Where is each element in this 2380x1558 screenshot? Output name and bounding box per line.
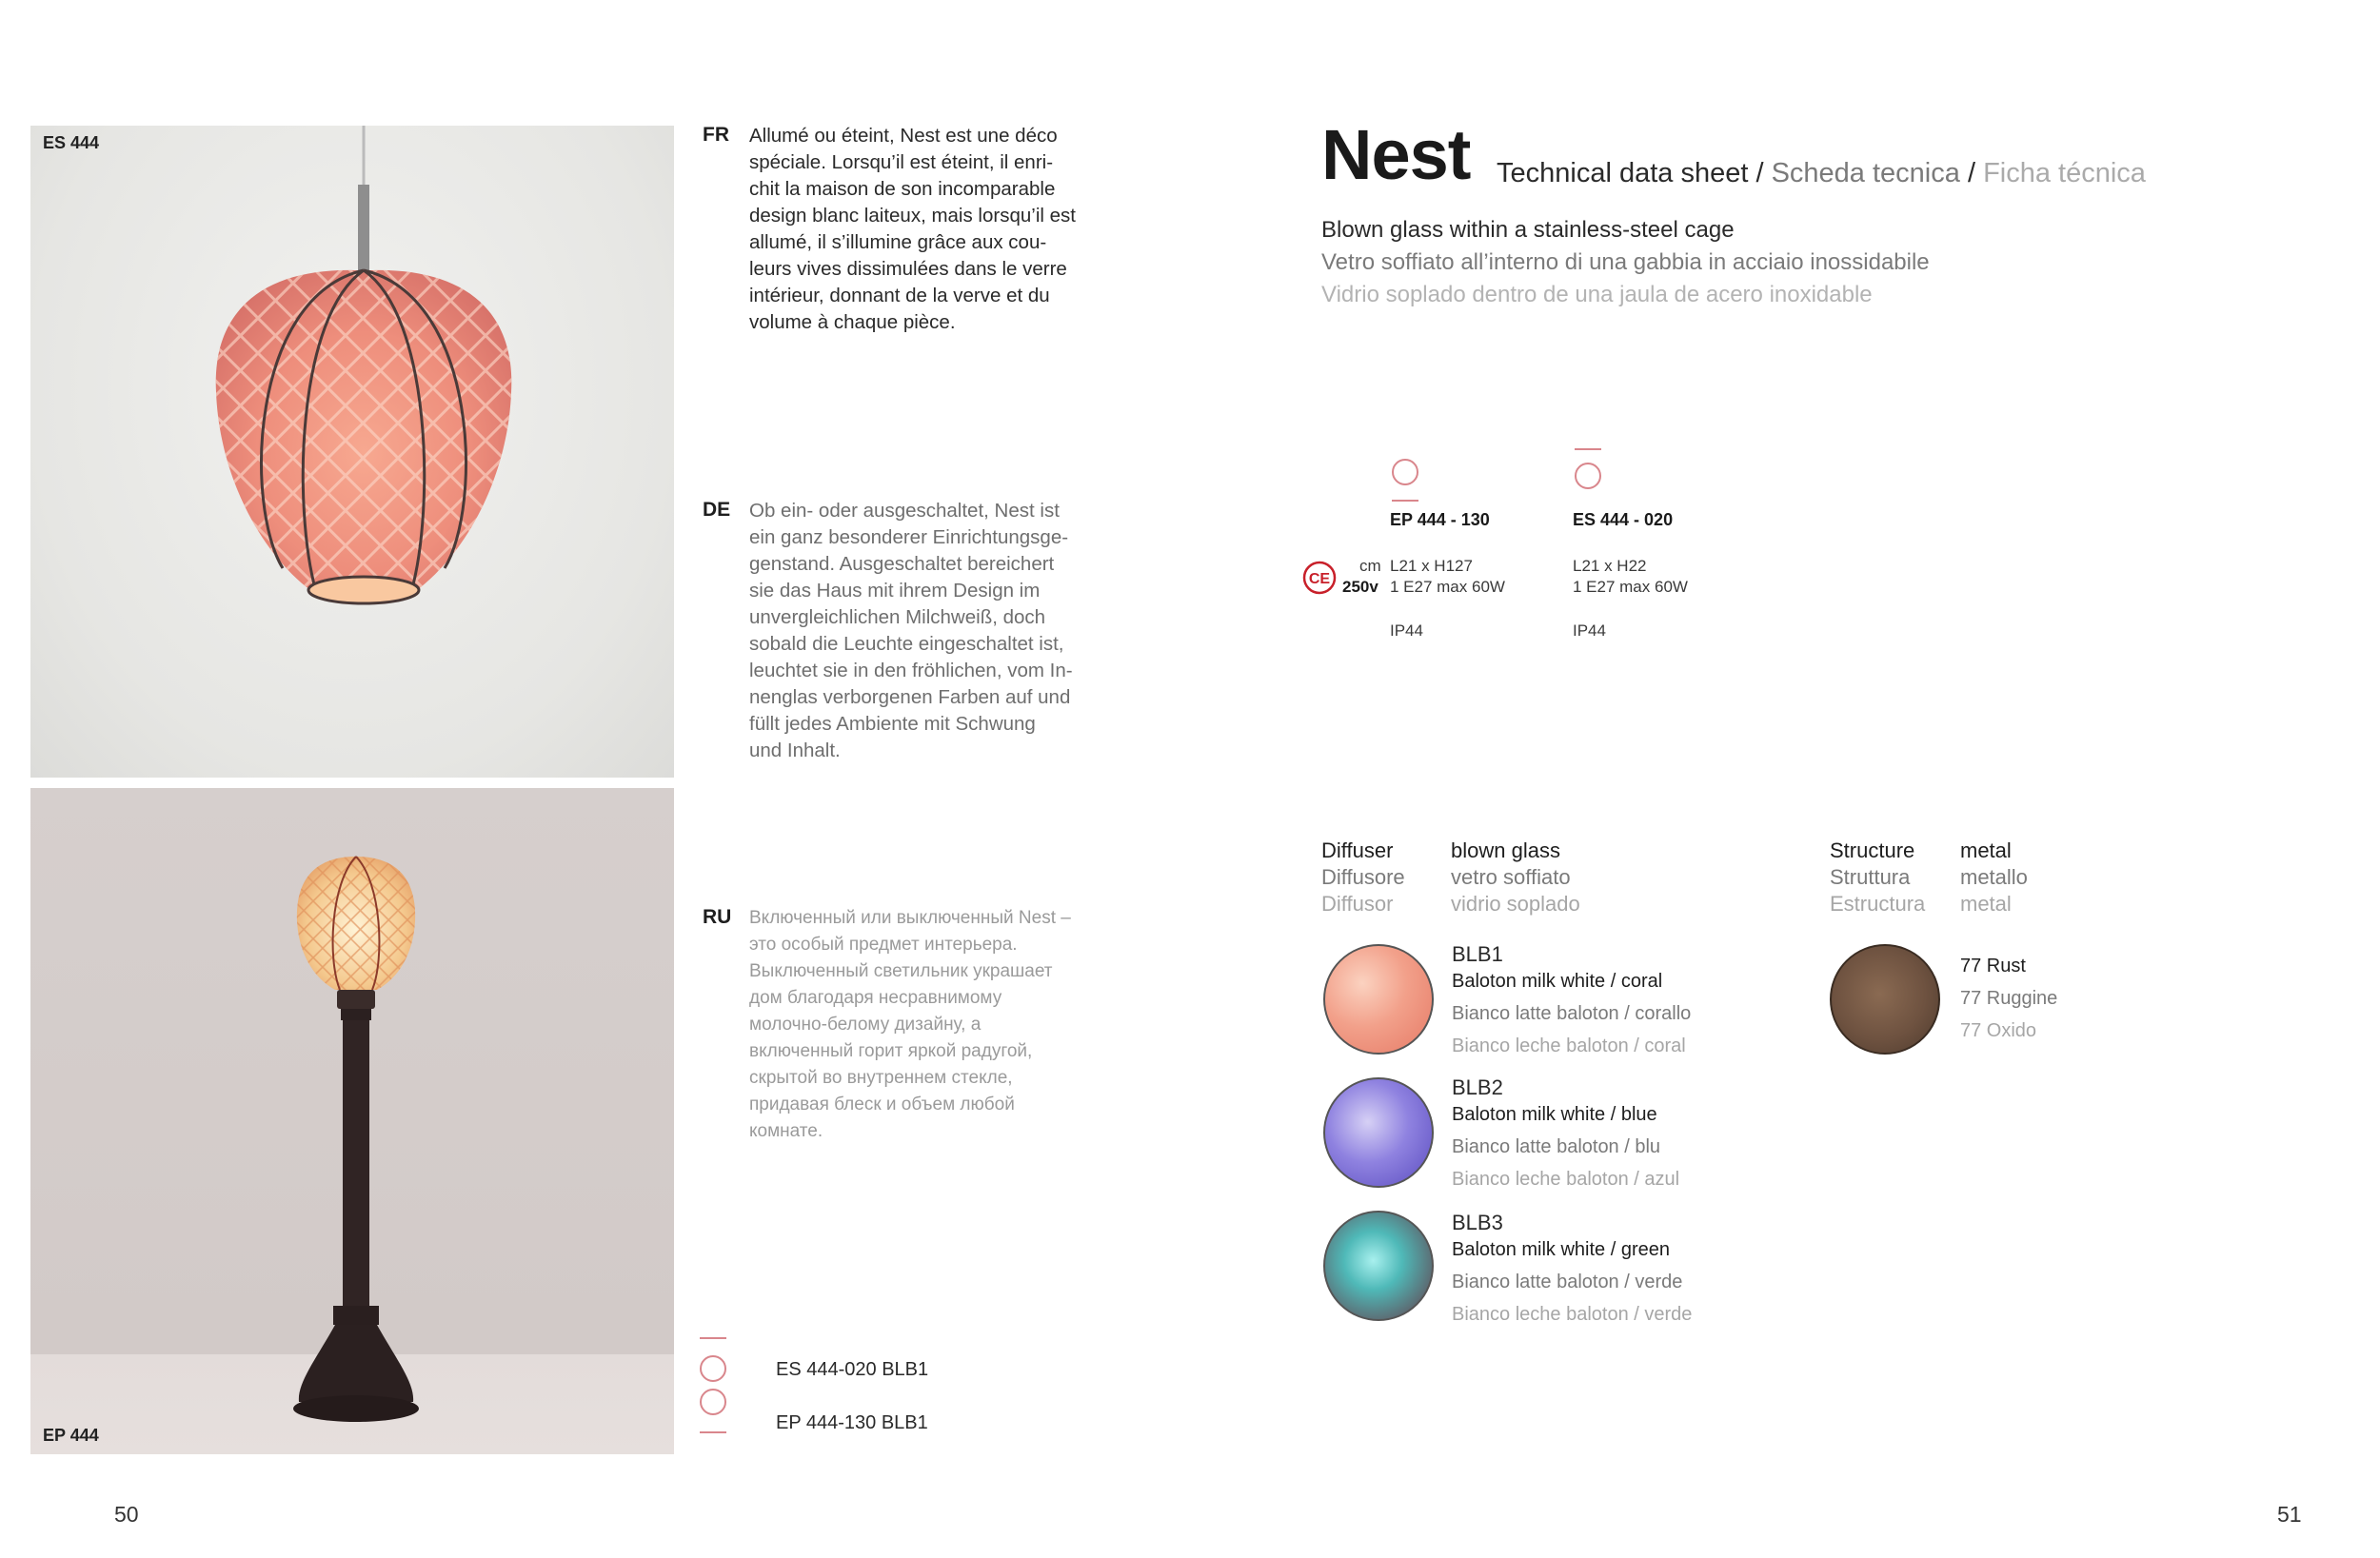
text-line: Включенный или выключенный Nest – [749,908,1071,928]
text-line: это особый предмет интерьера. [749,935,1018,955]
swatch-name-es: Bianco leche baloton / verde [1452,1304,1693,1325]
text-line: genstand. Ausgeschaltet bereichert [749,553,1055,575]
text-line: sobald die Leuchte eingeschaltet ist, [749,633,1064,655]
diffuser-label [1321,838,1405,917]
ref-code-es-444-020: ES 444-020 BLB1 [776,1359,929,1380]
value-it: metallo [1960,865,2028,889]
bollard-lamp-illustration [30,788,674,1454]
description-es: Vidrio soplado dentro de una jaula de acero inoxidable [1321,282,1873,307]
text-line: leurs vives dissimulées dans le verre [749,258,1067,280]
swatch-name-en: Baloton milk white / green [1452,1239,1671,1260]
bollard-symbol-icon [695,1385,733,1440]
product-subtitle [1497,158,2146,189]
value-en: blown glass [1451,838,1560,862]
text-line: дом благодаря несравнимому [749,988,1002,1008]
swatch-name-es: Bianco leche baloton / azul [1452,1169,1680,1190]
label-es: Diffusor [1321,892,1394,916]
description-it: Vetro soffiato all’interno di una gabbia in acciaio inossidabile [1321,249,1930,275]
pendant-symbol-icon [1571,445,1605,504]
subtitle-it: Scheda tecnica [1771,158,1960,188]
swatch-name-es: Bianco leche baloton / coral [1452,1035,1686,1056]
lang-code-fr: FR [703,124,729,146]
text-line: придавая блеск и объем любой [749,1095,1015,1114]
text-line: ein ganz besonderer Einrichtungsge- [749,526,1069,548]
value-it: vetro soffiato [1451,865,1571,889]
lang-code-ru: RU [703,906,732,928]
description-en: Blown glass within a stainless-steel cage [1321,217,1735,243]
page-number-left: 50 [114,1502,139,1527]
finish-name-it: 77 Ruggine [1960,988,2058,1009]
pendant-lamp-illustration [30,126,674,778]
swatch-name-it: Bianco latte baloton / corallo [1452,1003,1692,1024]
value-en: metal [1960,838,2012,862]
structure-value [1960,838,2028,917]
label-it: Diffusore [1321,865,1405,889]
text-line: Ob ein- oder ausgeschaltet, Nest ist [749,500,1060,522]
value-es: metal [1960,892,2012,916]
swatch-name-it: Bianco latte baloton / verde [1452,1272,1683,1292]
text-line: volume à chaque pièce. [749,311,956,333]
text-line: intérieur, donnant de la verve et du [749,285,1050,306]
label-it: Struttura [1830,865,1911,889]
label-en: Diffuser [1321,838,1394,862]
page-number-right: 51 [2277,1502,2302,1527]
swatch-code: BLB1 [1452,942,1503,966]
description-fr [749,123,1111,336]
text-line: Allumé ou éteint, Nest est une déco [749,125,1058,147]
swatch-blb3-green[interactable] [1323,1211,1434,1321]
unit-cm: cm [1359,557,1381,575]
text-line: sie das Haus mit ihrem Design im [749,580,1041,602]
text-line: молочно-белому дизайну, а [749,1015,982,1035]
lang-code-de: DE [703,499,731,521]
value-es: vidrio soplado [1451,892,1580,916]
text-line: включенный горит яркой радугой, [749,1041,1033,1061]
bollard-lamp-photo [30,788,674,1454]
photo-bottom-tag: EP 444 [43,1426,99,1445]
pendant-lamp-photo [30,126,674,778]
text-line: комнате. [749,1121,823,1141]
finish-name-en: 77 Rust [1960,956,2026,976]
label-es: Estructura [1830,892,1926,916]
label-en: Structure [1830,838,1915,862]
product-code: EP 444 - 130 [1390,510,1490,529]
ref-code-ep-444-130: EP 444-130 BLB1 [776,1412,928,1433]
diffuser-value [1451,838,1580,917]
swatch-name-en: Baloton milk white / blue [1452,1104,1657,1125]
text-line: füllt jedes Ambiente mit Schwung [749,713,1036,735]
swatch-code: BLB2 [1452,1075,1503,1099]
product-lamp: 1 E27 max 60W [1390,578,1505,596]
text-line: nenglas verborgenen Farben auf und [749,686,1071,708]
text-line: spéciale. Lorsqu’il est éteint, il enri- [749,151,1054,173]
product-ip: IP44 [1573,621,1606,640]
product-code: ES 444 - 020 [1573,510,1674,529]
finish-name-es: 77 Oxido [1960,1020,2037,1041]
text-line: allumé, il s’illumine grâce aux cou- [749,231,1047,253]
bollard-symbol-icon [1388,447,1422,506]
subtitle-es: Ficha técnica [1983,158,2146,188]
product-size: L21 x H127 [1390,557,1473,575]
text-line: unvergleichlichen Milchweiß, doch [749,606,1046,628]
product-ip: IP44 [1390,621,1423,640]
swatch-code: BLB3 [1452,1211,1503,1234]
product-lamp: 1 E27 max 60W [1573,578,1688,596]
swatch-blb2-blue[interactable] [1323,1077,1434,1188]
svg-text:CE: CE [1308,571,1331,587]
unit-voltage: 250v [1342,578,1378,596]
photo-top-tag: ES 444 [43,133,100,152]
swatch-name-it: Bianco latte baloton / blu [1452,1136,1661,1157]
product-size: L21 x H22 [1573,557,1647,575]
subtitle-en: Technical data sheet [1497,158,1749,188]
text-line: chit la maison de son incomparable [749,178,1056,200]
swatch-77-rust[interactable] [1830,944,1940,1055]
subtitle-separator: / [1959,158,1984,188]
product-title: Nest [1321,115,1471,194]
text-line: leuchtet sie in den fröhlichen, vom In- [749,660,1073,681]
text-line: design blanc laiteux, mais lorsqu’il est [749,205,1076,227]
structure-label [1830,838,1925,917]
description-ru [749,905,1111,1145]
text-line: und Inhalt. [749,740,841,761]
pendant-symbol-icon [695,1334,733,1382]
swatch-name-en: Baloton milk white / coral [1452,971,1663,992]
text-line: Выключенный светильник украшает [749,961,1053,981]
subtitle-separator: / [1748,158,1772,188]
description-de [749,498,1111,764]
ce-mark-icon [1302,561,1337,595]
text-line: скрытой во внутреннем стекле, [749,1068,1013,1088]
swatch-blb1-coral[interactable] [1323,944,1434,1055]
